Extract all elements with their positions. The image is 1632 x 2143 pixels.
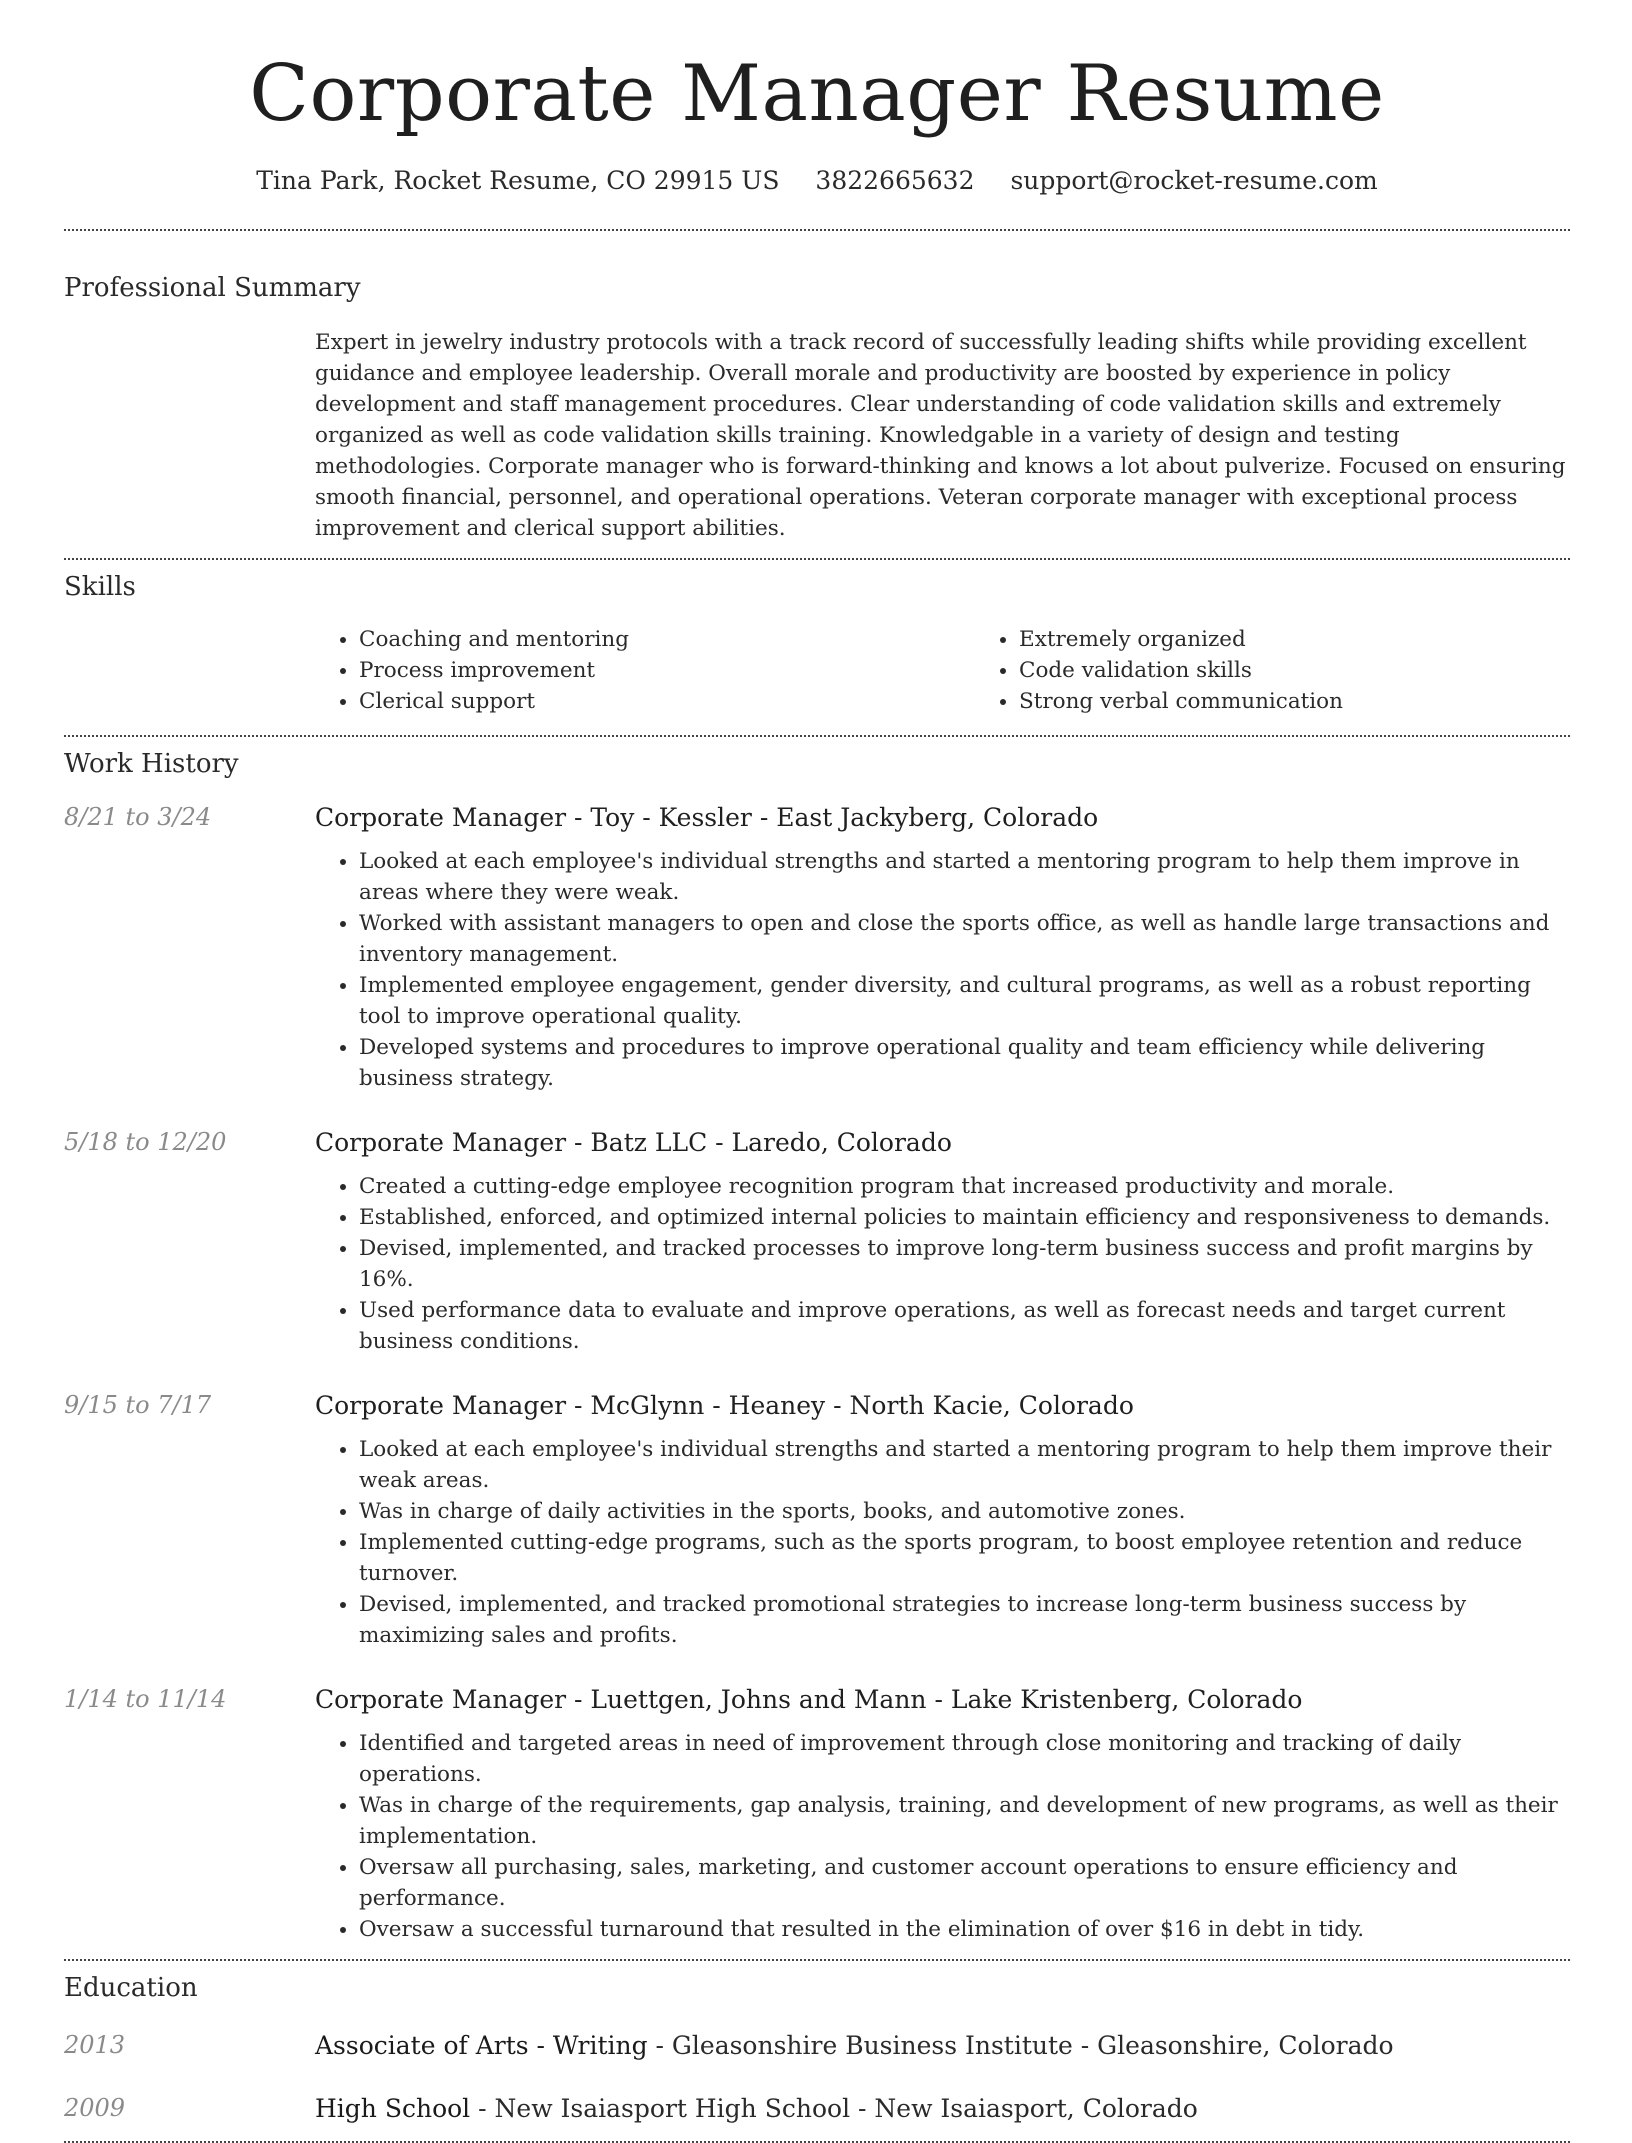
education-detail [315, 2031, 1570, 2060]
job-title: Corporate Manager - Batz LLC - Laredo, Colorado [315, 1127, 952, 1157]
skills-list-right [975, 624, 1632, 717]
job-dates: 9/15 to 7/17 [64, 1390, 212, 1419]
divider [64, 2141, 1570, 2143]
job-bullet: • Implemented employee engagement, gender diversity, and cultural programs, as well as a robust reporting tool to improve operational quality. [359, 970, 1570, 1032]
job-entry [64, 803, 1570, 1094]
resume-title: Corporate Manager Resume [249, 49, 1385, 139]
job-bullet: • Identified and targeted areas in need of improvement through close monitoring and tracking of daily operations. [359, 1728, 1570, 1790]
job-entry [64, 1128, 1570, 1357]
job-dates: 8/21 to 3/24 [64, 802, 212, 831]
contact-email: support@rocket-resume.com [1010, 165, 1378, 195]
skills-heading: Skills [64, 571, 136, 602]
education-section [64, 1961, 1570, 2123]
job-bullet: • Implemented cutting-edge programs, such as the sports program, to boost employee retention and reduce turnover. [359, 1527, 1570, 1589]
job-entry [64, 1391, 1570, 1651]
job-bullet: • Was in charge of the requirements, gap analysis, training, and development of new programs, as well as their implementation. [359, 1790, 1570, 1852]
job-entry [64, 1685, 1570, 1945]
job-title: Corporate Manager - McGlynn - Heaney - North Kacie, Colorado [315, 1390, 1134, 1420]
education-heading: Education [64, 1972, 198, 2003]
contact-address: Tina Park, Rocket Resume, CO 29915 US [256, 165, 780, 195]
job-bullet: • Established, enforced, and optimized internal policies to maintain efficiency and responsiveness to demands. [359, 1202, 1570, 1233]
education-year: 2009 [64, 2093, 126, 2122]
job-bullet: • Oversaw all purchasing, sales, marketing, and customer account operations to ensure efficiency and performance. [359, 1852, 1570, 1914]
job-bullet: • Worked with assistant managers to open and close the sports office, as well as handle large transactions and inventory management. [359, 908, 1570, 970]
job-bullet: • Oversaw a successful turnaround that resulted in the elimination of over $16 in debt in tidy. [359, 1914, 1570, 1945]
work-history-section [64, 737, 1570, 1945]
skill-item: • Process improvement [359, 655, 975, 686]
summary-text: Expert in jewelry industry protocols with a track record of successfully leading shifts while providing excellent guidance and employee leadership. Overall morale and productivity are boosted by experience in policy development and staff management procedures. Clear understanding of code validation skills and extremely organized as well as code validation skills training. Knowledgable in a variety of design and testing methodologies. Corporate manager who is forward-thinking and knows a lot about pulverize. Focused on ensuring smooth financial, personnel, and operational operations. Veteran corporate manager with exceptional process improvement and clerical support abilities. [315, 329, 1566, 541]
job-bullet: • Looked at each employee's individual strengths and started a mentoring program to help them improve their weak areas. [359, 1434, 1570, 1496]
job-title: Corporate Manager - Toy - Kessler - East Jackyberg, Colorado [315, 802, 1099, 832]
job-bullet: • Devised, implemented, and tracked promotional strategies to increase long-term business success by maximizing sales and profits. [359, 1589, 1570, 1651]
job-bullet: • Was in charge of daily activities in the sports, books, and automotive zones. [359, 1496, 1570, 1527]
summary-section [64, 231, 1570, 544]
education-school: - New Isaiasport High School - New Isaiasport, Colorado [470, 2093, 1198, 2123]
job-dates: 1/14 to 11/14 [64, 1684, 227, 1713]
job-bullet: • Devised, implemented, and tracked processes to improve long-term business success and profit margins by 16%. [359, 1233, 1570, 1295]
job-dates: 5/18 to 12/20 [64, 1127, 227, 1156]
job-bullet: • Created a cutting-edge employee recognition program that increased productivity and morale. [359, 1171, 1570, 1202]
job-bullets [315, 1434, 1570, 1651]
job-bullets [315, 1171, 1570, 1357]
job-bullet: • Looked at each employee's individual strengths and started a mentoring program to help them improve in areas where they were weak. [359, 846, 1570, 908]
skills-section [64, 560, 1570, 717]
resume-page [64, 0, 1570, 2143]
skill-item: • Clerical support [359, 686, 975, 717]
contact-line [64, 166, 1570, 195]
skill-item: • Code validation skills [1019, 655, 1632, 686]
education-school: - Gleasonshire Business Institute - Gleasonshire, Colorado [647, 2030, 1394, 2060]
skill-item: • Coaching and mentoring [359, 624, 975, 655]
job-bullets [315, 846, 1570, 1094]
job-bullet: • Used performance data to evaluate and improve operations, as well as forecast needs and target current business conditions. [359, 1295, 1570, 1357]
education-degree: Associate of Arts - Writing [315, 2030, 648, 2060]
skill-item: • Extremely organized [1019, 624, 1632, 655]
contact-phone: 3822665632 [815, 165, 975, 195]
education-degree: High School [315, 2093, 471, 2123]
education-year: 2013 [64, 2030, 126, 2059]
education-entry [64, 2031, 1570, 2060]
education-entry [64, 2094, 1570, 2123]
work-history-heading: Work History [64, 748, 239, 779]
job-bullet: • Developed systems and procedures to improve operational quality and team efficiency while delivering business strategy. [359, 1032, 1570, 1094]
skill-item: • Strong verbal communication [1019, 686, 1632, 717]
education-detail [315, 2094, 1570, 2123]
job-bullets [315, 1728, 1570, 1945]
skills-list-left [315, 624, 975, 717]
summary-heading: Professional Summary [64, 272, 361, 303]
job-title: Corporate Manager - Luettgen, Johns and Mann - Lake Kristenberg, Colorado [315, 1684, 1303, 1714]
